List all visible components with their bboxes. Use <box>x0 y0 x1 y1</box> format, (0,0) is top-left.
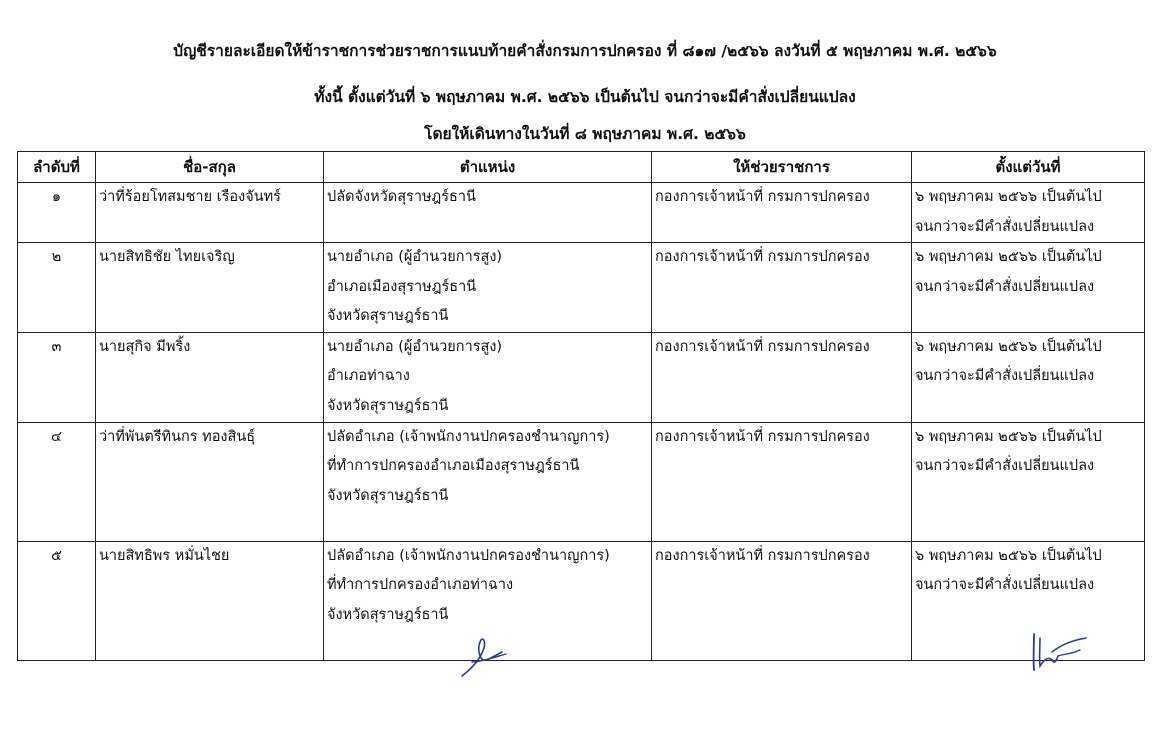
assigned-cell <box>652 422 912 541</box>
since-line: จนกว่าจะมีคำสั่งเปลี่ยนแปลง <box>915 368 1095 384</box>
name-cell <box>96 541 324 660</box>
person-name: ว่าที่ร้อยโทสมชาย เรืองจันทร์ <box>99 189 281 205</box>
position-line: ปลัดอำเภอ (เจ้าพนักงานปกครองชำนาญการ) <box>327 428 610 445</box>
since-cell <box>912 422 1145 541</box>
table-header-row <box>18 152 1145 183</box>
travel-date-line: โดยให้เดินทางในวันที่ ๘ พฤษภาคม พ.ศ. ๒๕๖๖ <box>424 125 746 143</box>
signature-initial-2 <box>1028 626 1088 672</box>
column-header-name: ชื่อ-สกุล <box>96 152 324 183</box>
position-line: อำเภอเมืองสุราษฎร์ธานี <box>327 278 477 295</box>
row-number-cell <box>18 183 96 243</box>
table-row <box>18 422 1145 541</box>
position-cell <box>324 422 652 541</box>
row-number: ๓ <box>51 338 62 355</box>
assigned-unit: กองการเจ้าหน้าที่ กรมการปกครอง <box>655 547 870 564</box>
assigned-cell <box>652 332 912 422</box>
position-cell <box>324 243 652 333</box>
personnel-table <box>17 151 1145 661</box>
since-cell <box>912 183 1145 243</box>
name-cell <box>96 332 324 422</box>
position-line: จังหวัดสุราษฎร์ธานี <box>327 487 449 504</box>
position-line: จังหวัดสุราษฎร์ธานี <box>327 397 449 414</box>
column-header-assigned: ให้ช่วยราชการ <box>652 152 912 183</box>
table-row <box>18 183 1145 243</box>
table-row <box>18 332 1145 422</box>
column-header-position: ตำแหน่ง <box>324 152 652 183</box>
assigned-cell <box>652 541 912 660</box>
since-line: จนกว่าจะมีคำสั่งเปลี่ยนแปลง <box>915 458 1095 474</box>
position-line: ที่ทำการปกครองอำเภอเมืองสุราษฎร์ธานี <box>327 458 580 474</box>
table-row <box>18 541 1145 660</box>
row-number-cell <box>18 541 96 660</box>
position-line: อำเภอท่าฉาง <box>327 368 410 384</box>
row-number-cell <box>18 332 96 422</box>
since-line: ๖ พฤษภาคม ๒๕๖๖ เป็นต้นไป <box>915 189 1102 205</box>
position-line: ปลัดอำเภอ (เจ้าพนักงานปกครองชำนาญการ) <box>327 547 610 564</box>
since-line: จนกว่าจะมีคำสั่งเปลี่ยนแปลง <box>915 278 1095 295</box>
assigned-unit: กองการเจ้าหน้าที่ กรมการปกครอง <box>655 428 870 445</box>
position-cell <box>324 332 652 422</box>
since-cell <box>912 332 1145 422</box>
since-line: จนกว่าจะมีคำสั่งเปลี่ยนแปลง <box>915 218 1095 235</box>
position-line: จังหวัดสุราษฎร์ธานี <box>327 308 449 324</box>
position-line: จังหวัดสุราษฎร์ธานี <box>327 606 449 623</box>
table-row <box>18 243 1145 333</box>
since-line: ๖ พฤษภาคม ๒๕๖๖ เป็นต้นไป <box>915 338 1102 355</box>
assigned-cell <box>652 243 912 333</box>
position-line: ปลัดจังหวัดสุราษฎร์ธานี <box>327 189 476 205</box>
row-number-cell <box>18 243 96 333</box>
since-line: ๖ พฤษภาคม ๒๕๖๖ เป็นต้นไป <box>915 428 1102 445</box>
person-name: นายสิทธิชัย ไทยเจริญ <box>99 249 235 265</box>
position-cell <box>324 183 652 243</box>
since-cell <box>912 243 1145 333</box>
assigned-unit: กองการเจ้าหน้าที่ กรมการปกครอง <box>655 249 870 265</box>
effective-date-line: ทั้งนี้ ตั้งแต่วันที่ ๖ พฤษภาคม พ.ศ. ๒๕๖๖ เป็นต้นไป จนกว่าจะมีคำสั่งเปลี่ยนแปลง <box>314 88 856 106</box>
column-header-no: ลำดับที่ <box>18 152 96 183</box>
signature-initial-1 <box>458 632 508 680</box>
row-number: ๒ <box>51 249 62 265</box>
person-name: นายสิทธิพร หมั่นไชย <box>99 547 230 564</box>
row-number: ๕ <box>51 547 62 564</box>
column-header-since: ตั้งแต่วันที่ <box>912 152 1145 183</box>
name-cell <box>96 422 324 541</box>
person-name: ว่าที่พันตรีทินกร ทองสินธุ์ <box>99 428 256 445</box>
document-title: บัญชีรายละเอียดให้ข้าราชการช่วยราชการแนบท้ายคำสั่งกรมการปกครอง ที่ ๘๑๗ /๒๕๖๖ ลงวันที่ ๕ พฤษภาคม พ.ศ. ๒๕๖๖ <box>173 42 997 60</box>
name-cell <box>96 183 324 243</box>
row-number: ๑ <box>51 189 62 205</box>
assigned-cell <box>652 183 912 243</box>
position-line: ที่ทำการปกครองอำเภอท่าฉาง <box>327 577 514 593</box>
assigned-unit: กองการเจ้าหน้าที่ กรมการปกครอง <box>655 189 870 205</box>
since-line: จนกว่าจะมีคำสั่งเปลี่ยนแปลง <box>915 577 1095 593</box>
name-cell <box>96 243 324 333</box>
row-number-cell <box>18 422 96 541</box>
since-line: ๖ พฤษภาคม ๒๕๖๖ เป็นต้นไป <box>915 249 1102 265</box>
position-line: นายอำเภอ (ผู้อำนวยการสูง) <box>327 338 503 355</box>
person-name: นายสุกิจ มีพริ้ง <box>99 338 191 355</box>
assigned-unit: กองการเจ้าหน้าที่ กรมการปกครอง <box>655 338 870 355</box>
position-line: นายอำเภอ (ผู้อำนวยการสูง) <box>327 249 503 265</box>
since-line: ๖ พฤษภาคม ๒๕๖๖ เป็นต้นไป <box>915 547 1102 564</box>
row-number: ๔ <box>51 428 62 445</box>
